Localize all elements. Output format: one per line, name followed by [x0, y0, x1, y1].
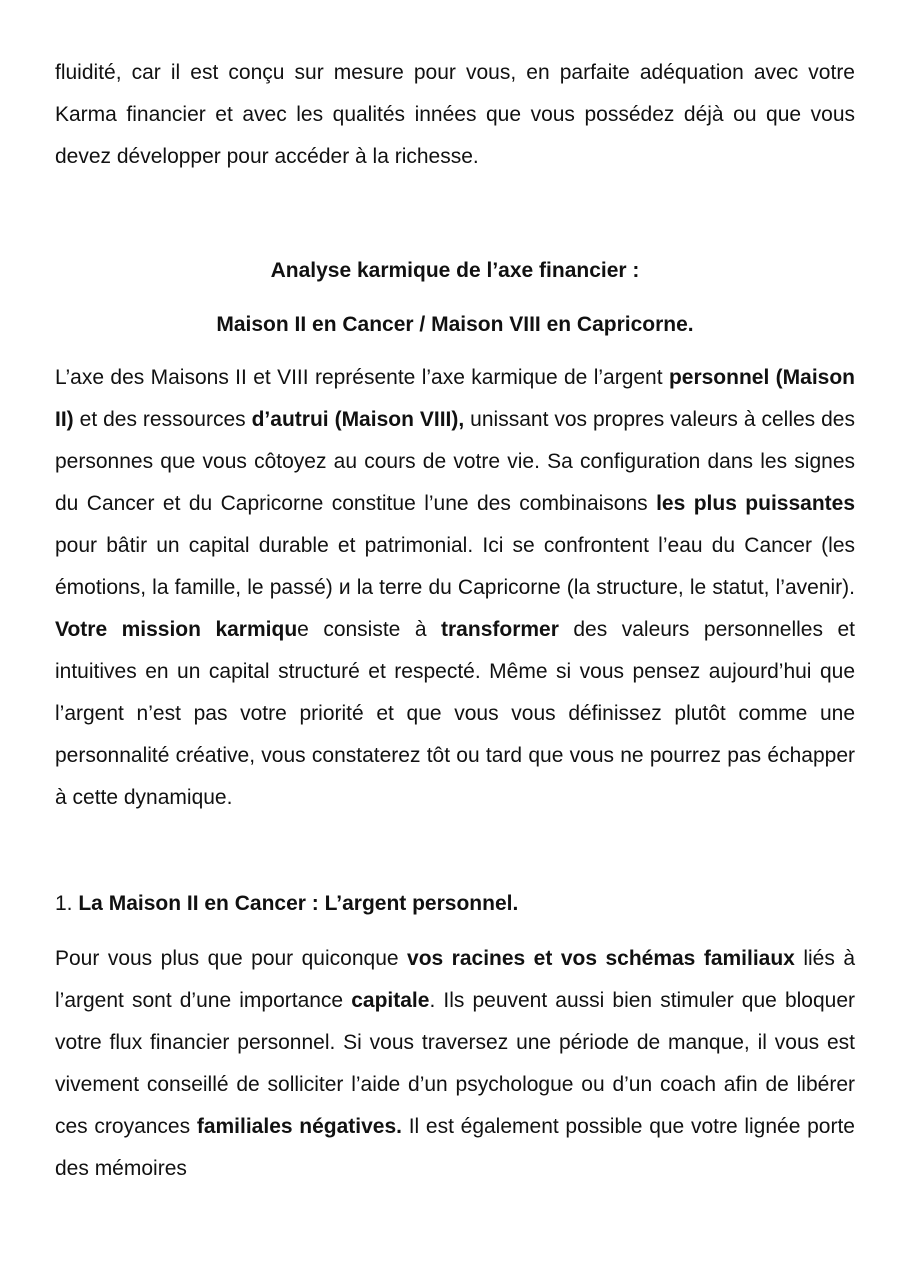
axis-bold-3: les plus puissantes — [656, 492, 855, 515]
axis-bold-1: personnel (Maison II) — [55, 366, 855, 431]
cancer-text-3: . Ils peuvent aussi bien stimuler que bloquer votre flux financier personnel. Si vous traversez une période de manque, il vous est vivement conseillé de solliciter l’aide d’un psychologue ou d’un coach afin de libérer ces croyances — [55, 989, 855, 1138]
section-title-house-two — [55, 883, 855, 925]
section-subheading-houses: Maison II en Cancer / Maison VIII en Capricorne. — [216, 313, 694, 336]
axis-text-5: e consiste à — [297, 618, 442, 641]
cancer-bold-2: capitale — [351, 989, 430, 1012]
axis-text-6: des valeurs personnelles et intuitives en un capital structuré et respecté. Même si vous pensez aujourd’hui que l’argent n’est pas votre priorité et que vous vous définissez plutôt comme une personnalité créative, vous constaterez tôt ou tard que vous ne pourrez pas échapper à cette dynamique. — [55, 618, 855, 809]
cancer-paragraph — [55, 938, 855, 1190]
intro-paragraph: fluidité, car il est conçu sur mesure pour vous, en parfaite adéquation avec votre Karma financier et avec les qualités innées que vous possédez déjà ou que vous devez développer pour accéder à la richesse. — [55, 61, 855, 168]
cancer-text-4: Il est également possible que votre lignée porte des mémoires — [55, 1115, 855, 1180]
axis-text-4: pour bâtir un capital durable et patrimonial. Ici se confrontent l’eau du Cancer (les émotions, la famille, le passé) и la terre du Capricorne (la structure, le statut, l’avenir). — [55, 534, 855, 599]
cancer-bold-3: familiales négatives. — [196, 1115, 402, 1138]
section-heading-axis: Analyse karmique de l’axe financier : — [270, 259, 640, 282]
axis-text-3: unissant vos propres valeurs à celles des personnes que vous côtoyez au cours de votre vie. Sa configuration dans les signes du Cancer et du Capricorne constitue l’une des combinaisons — [55, 408, 855, 515]
axis-bold-2: d’autrui (Maison VIII), — [251, 408, 465, 431]
axis-paragraph — [55, 357, 855, 819]
cancer-text-2: liés à l’argent sont d’une importance — [55, 947, 855, 1012]
axis-bold-5: transformer — [441, 618, 559, 641]
section-title-text: La Maison II en Cancer : L’argent personnel. — [78, 892, 519, 915]
axis-bold-4: Votre mission karmiqu — [55, 618, 298, 641]
document-page — [55, 52, 855, 1190]
axis-text-1: L’axe des Maisons II et VIII représente l’axe karmique de l’argent — [55, 366, 669, 389]
axis-text-2: et des ressources — [73, 408, 252, 431]
cancer-bold-1: vos racines et vos schémas familiaux — [407, 947, 795, 970]
cancer-text-1: Pour vous plus que pour quiconque — [55, 947, 408, 970]
section-number: 1. — [55, 892, 79, 915]
